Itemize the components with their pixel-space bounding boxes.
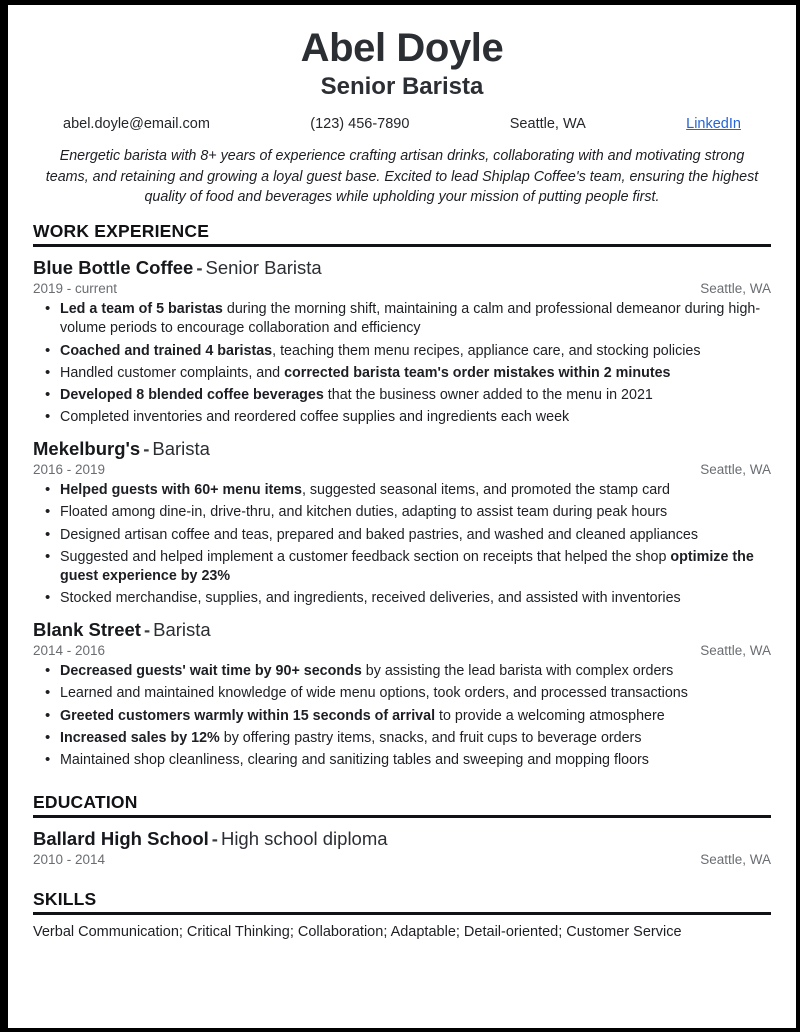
entry-bullet bbox=[33, 408, 771, 427]
bullet-emphasis: Led a team of 5 baristas bbox=[60, 301, 223, 318]
bullet-text: Floated among dine-in, drive-thru, and kitchen duties, adapting to assist team during peak hours bbox=[60, 504, 668, 521]
bullet-text: Handled customer complaints, and bbox=[60, 364, 285, 381]
entry-location: Seattle, WA bbox=[700, 852, 771, 868]
contact-location: Seattle, WA bbox=[509, 115, 586, 132]
entry-bullet-list bbox=[33, 481, 771, 608]
bullet-text: , teaching them menu recipes, appliance care, and stocking policies bbox=[272, 342, 701, 359]
bullet-text: Maintained shop cleanliness, clearing and sanitizing tables and sweeping and mopping floors bbox=[60, 751, 649, 768]
bullet-text: by assisting the lead barista with complex orders bbox=[361, 663, 674, 680]
entry-role: Barista bbox=[152, 438, 210, 460]
bullet-text: to provide a welcoming atmosphere bbox=[435, 707, 665, 724]
section-title-skills: SKILLS bbox=[33, 889, 771, 915]
bullet-emphasis: Coached and trained 4 baristas bbox=[60, 342, 273, 359]
entry-title bbox=[33, 437, 771, 460]
entry-bullet bbox=[33, 342, 771, 361]
experience-entry bbox=[33, 256, 771, 427]
entry-location: Seattle, WA bbox=[700, 281, 771, 297]
entry-bullet bbox=[33, 364, 771, 383]
bullet-emphasis: Greeted customers warmly within 15 seconds of arrival bbox=[60, 707, 436, 724]
bullet-text: Designed artisan coffee and teas, prepared and baked pastries, and washed and cleaned appliances bbox=[60, 526, 698, 543]
entry-bullet bbox=[33, 548, 771, 586]
entry-bullet bbox=[33, 751, 771, 770]
skills-list: Verbal Communication; Critical Thinking; Collaboration; Adaptable; Detail-oriented; Customer Service bbox=[33, 924, 682, 941]
experience-entry bbox=[33, 618, 771, 770]
entry-bullet-list bbox=[33, 662, 771, 770]
entry-organization: Mekelburg's bbox=[33, 438, 141, 460]
entry-dates: 2016 - 2019 bbox=[33, 462, 106, 478]
bullet-text: by offering pastry items, snacks, and fruit cups to beverage orders bbox=[219, 729, 642, 746]
entry-location: Seattle, WA bbox=[700, 462, 771, 478]
resume-document bbox=[8, 5, 796, 1028]
bullet-emphasis: optimize the guest experience by 23% bbox=[60, 548, 754, 584]
entry-title bbox=[33, 827, 771, 850]
page-title: Abel Doyle bbox=[300, 26, 504, 70]
professional-headline: Senior Barista bbox=[320, 73, 484, 100]
entry-separator: - bbox=[143, 619, 151, 641]
entry-organization: Blue Bottle Coffee bbox=[33, 257, 194, 279]
entry-title bbox=[33, 618, 771, 641]
entry-bullet bbox=[33, 662, 771, 681]
experience-entry bbox=[33, 437, 771, 608]
bullet-text: during the morning shift, maintaining a calm and professional demeanor during high-volume periods to encourage collaboration and efficiency bbox=[60, 301, 761, 337]
entry-meta bbox=[33, 462, 771, 477]
entry-bullet bbox=[33, 589, 771, 608]
bullet-emphasis: Developed 8 blended coffee beverages bbox=[60, 386, 324, 403]
section-title-education: EDUCATION bbox=[33, 792, 771, 818]
entry-role: Barista bbox=[153, 619, 211, 641]
entry-bullet bbox=[33, 729, 771, 748]
section-skills bbox=[33, 889, 771, 943]
bullet-text: Stocked merchandise, supplies, and ingredients, received deliveries, and assisted with inventories bbox=[60, 590, 681, 607]
entry-dates: 2010 - 2014 bbox=[33, 852, 106, 868]
entry-meta bbox=[33, 852, 771, 867]
section-title-work: WORK EXPERIENCE bbox=[33, 221, 771, 247]
linkedin-link[interactable]: LinkedIn bbox=[686, 115, 741, 132]
entry-role: High school diploma bbox=[220, 828, 388, 850]
entry-bullet bbox=[33, 481, 771, 500]
experience-entry bbox=[33, 827, 771, 867]
entry-separator: - bbox=[143, 438, 150, 460]
entry-organization: Ballard High School bbox=[33, 828, 209, 850]
bullet-text: Learned and maintained knowledge of wide menu options, took orders, and processed transactions bbox=[60, 685, 688, 702]
entry-bullet bbox=[33, 707, 771, 726]
bullet-emphasis: Decreased guests' wait time by 90+ seconds bbox=[60, 663, 362, 680]
entry-separator: - bbox=[196, 257, 203, 279]
contact-email: abel.doyle@email.com bbox=[63, 115, 210, 132]
entry-bullet bbox=[33, 386, 771, 405]
contact-phone: (123) 456-7890 bbox=[310, 115, 410, 132]
section-work-experience bbox=[33, 221, 771, 770]
bullet-text: Completed inventories and reordered coffee supplies and ingredients each week bbox=[60, 408, 570, 425]
bullet-text: , suggested seasonal items, and promoted the stamp card bbox=[301, 482, 670, 499]
entry-dates: 2014 - 2016 bbox=[33, 643, 106, 659]
entry-meta bbox=[33, 643, 771, 658]
bullet-text: Suggested and helped implement a customer feedback section on receipts that helped the shop bbox=[60, 548, 671, 565]
contact-row bbox=[33, 116, 771, 132]
entry-role: Senior Barista bbox=[205, 257, 322, 279]
bullet-text: that the business owner added to the menu in 2021 bbox=[323, 386, 653, 403]
professional-summary: Energetic barista with 8+ years of experience crafting artisan drinks, collaborating with and motivating strong teams, and retaining and growing a loyal guest base. Excited to lead Shiplap Coffee's team, ensuring the highest quality of food and beverages while upholding your mission of putting people first. bbox=[45, 147, 759, 206]
education-entry-list bbox=[33, 827, 771, 867]
entry-bullet bbox=[33, 300, 771, 338]
entry-dates: 2019 - current bbox=[33, 281, 118, 297]
bullet-emphasis: Helped guests with 60+ menu items bbox=[60, 482, 302, 499]
bullet-emphasis: corrected barista team's order mistakes within 2 minutes bbox=[284, 364, 671, 381]
section-education bbox=[33, 792, 771, 867]
bullet-emphasis: Increased sales by 12% bbox=[60, 729, 220, 746]
entry-location: Seattle, WA bbox=[700, 643, 771, 659]
entry-title bbox=[33, 256, 771, 279]
entry-bullet bbox=[33, 526, 771, 545]
work-entry-list bbox=[33, 256, 771, 770]
entry-organization: Blank Street bbox=[33, 619, 141, 641]
entry-bullet bbox=[33, 503, 771, 522]
entry-bullet-list bbox=[33, 300, 771, 427]
entry-separator: - bbox=[211, 828, 218, 850]
entry-meta bbox=[33, 281, 771, 296]
entry-bullet bbox=[33, 684, 771, 703]
